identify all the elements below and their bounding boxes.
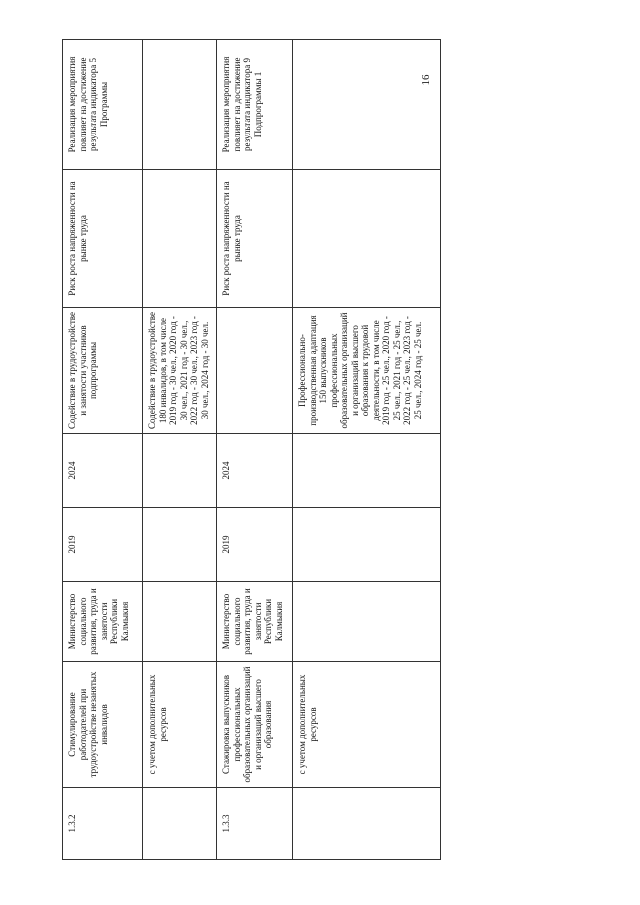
rotated-landscape-content — [62, 40, 442, 860]
row-number: 1.3.3 — [217, 788, 293, 860]
executor: Министерство социального развития, труда и занятости Республики Калмыкия — [217, 582, 293, 662]
expected-result — [217, 308, 293, 434]
risk: Риск роста напряженности на рынке труда — [217, 170, 293, 308]
expected-result: Содействие в трудоустройстве 180 инвалидов, в том числе 2019 год - 30 чел., 2020 год - 30 чел., 2021 год - 30 чел., 2022 год - 30 чел., 2023 год - 30 чел., 2024 год - 30 чел. — [143, 308, 217, 434]
executor-empty — [293, 582, 441, 662]
executor: Министерство социального развития, труда и занятости Республики Калмыкия — [63, 582, 143, 662]
risk-empty — [293, 170, 441, 308]
activity-name: Стажировка выпускников профессиональных образовательных организаций и организаций высшего образования — [217, 662, 293, 788]
start-year: 2019 — [63, 508, 143, 582]
start-year-empty — [293, 508, 441, 582]
row-number-empty — [293, 788, 441, 860]
row-number-empty — [143, 788, 217, 860]
table-row-1-3-3 — [217, 40, 293, 860]
activity-name: с учетом дополнительных ресурсов — [293, 662, 441, 788]
indicator-link-empty — [293, 40, 441, 170]
end-year-empty — [293, 434, 441, 508]
expected-result: Профессионально-производственная адаптация 150 выпускников профессиональных образовательных организаций и организаций высшего образования к трудовой деятельности, в том числе 2019 год - 25 чел., 2020 год - 25 чел., 2021 год - 25 чел., 2022 год - 25 чел., 2023 год - 25 чел., 2024 год - 25 чел. — [293, 308, 441, 434]
start-year-empty — [143, 508, 217, 582]
indicator-link: Реализация мероприятия повлияет на достижение результата индикатора 9 Подпрограммы 1 — [217, 40, 293, 170]
end-year-empty — [143, 434, 217, 508]
activity-name: Стимулирование работодателей при трудоустройстве незанятых инвалидов — [63, 662, 143, 788]
table-row-1-3-2-additional — [143, 40, 217, 860]
expected-result: Содействие в трудоустройстве и занятости участников подпрограммы — [63, 308, 143, 434]
row-number: 1.3.2 — [63, 788, 143, 860]
start-year: 2019 — [217, 508, 293, 582]
risk-empty — [143, 170, 217, 308]
end-year: 2024 — [217, 434, 293, 508]
indicator-link: Реализация мероприятия повлияет на достижение результата индикатора 5 Программы — [63, 40, 143, 170]
indicator-link-empty — [143, 40, 217, 170]
activity-name: с учетом дополнительных ресурсов — [143, 662, 217, 788]
executor-empty — [143, 582, 217, 662]
table-row-1-3-3-additional — [293, 40, 441, 860]
risk: Риск роста напряженности на рынке труда — [63, 170, 143, 308]
end-year: 2024 — [63, 434, 143, 508]
table-row-1-3-2 — [63, 40, 143, 860]
page-number: 16 — [420, 74, 432, 86]
activities-table — [62, 39, 441, 860]
